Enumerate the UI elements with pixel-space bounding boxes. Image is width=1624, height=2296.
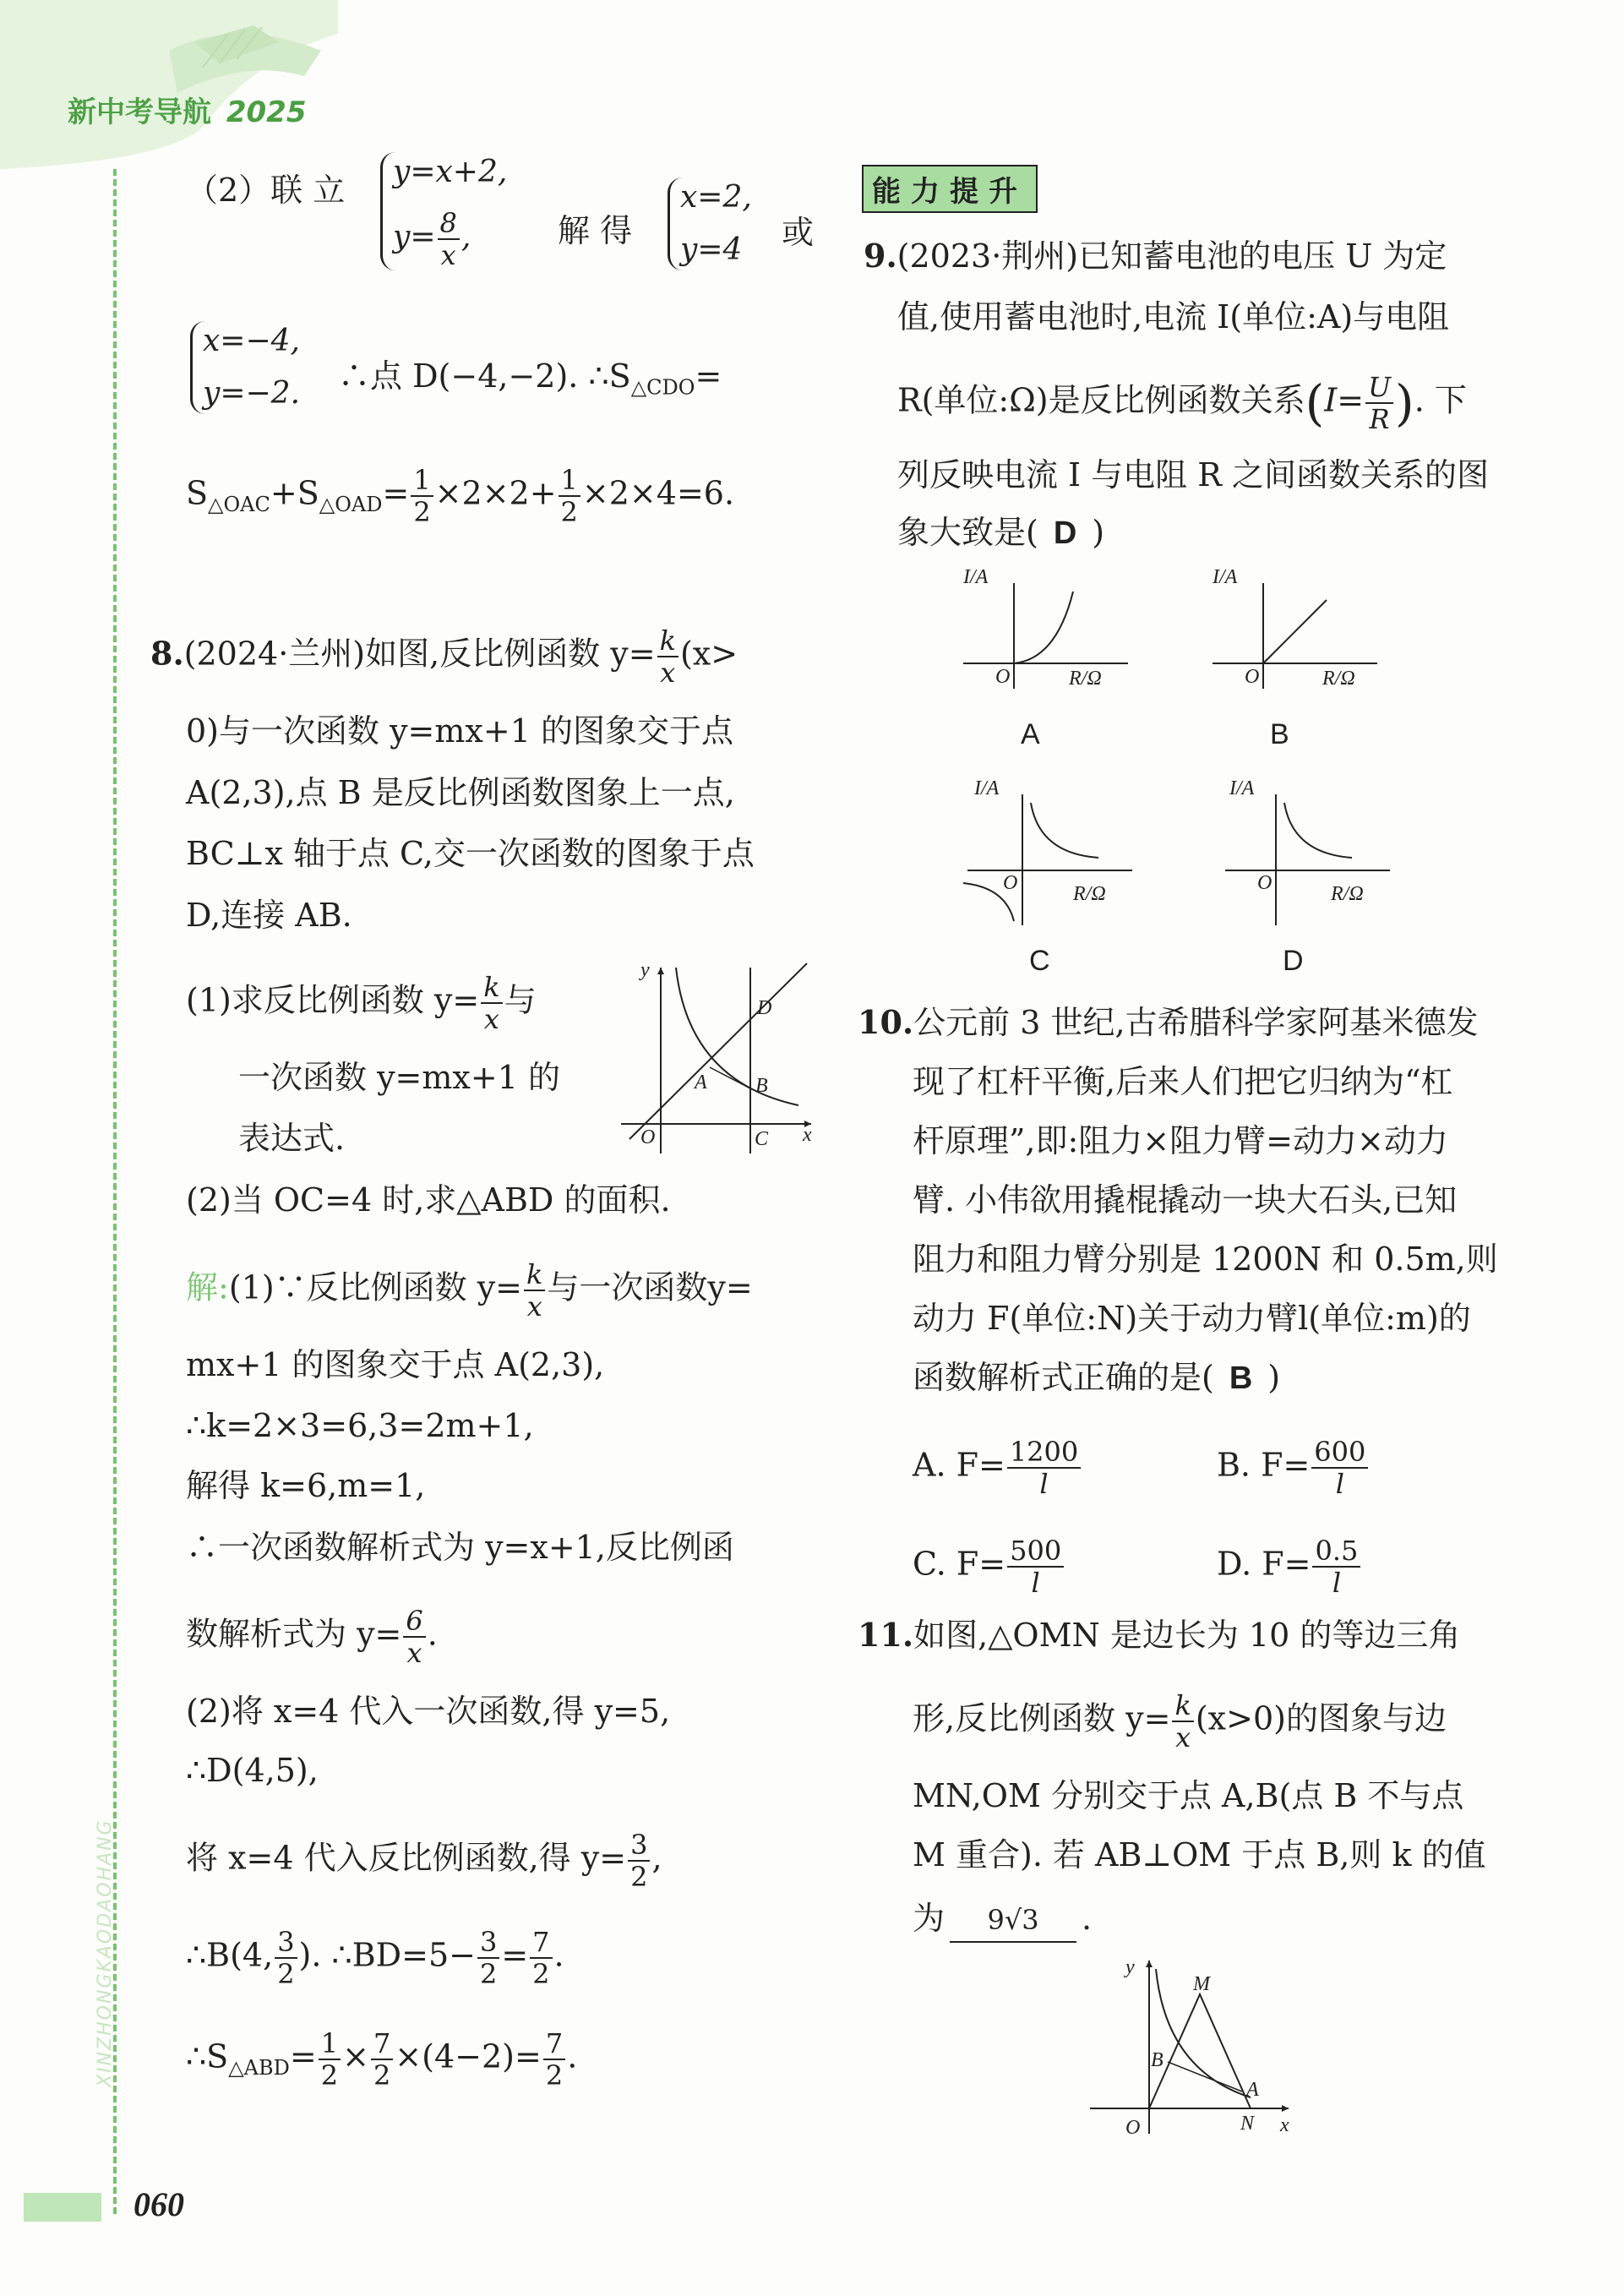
q8-line4: BC⊥x 轴于点 C,交一次函数的图象于点 [186, 835, 755, 872]
q9a-xlabel: R/Ω [1069, 668, 1102, 690]
q9-graph-a [955, 566, 1149, 761]
q7-p2-lead: （2）联 立 [186, 172, 346, 209]
q9d-origin: O [1257, 872, 1272, 894]
q9-line2: 值,使用蓄电池时,电流 I(单位:A)与电阻 [897, 298, 1450, 335]
q8-part1-d: 表达式. [238, 1120, 346, 1157]
q8-fig-b: B [755, 1075, 768, 1097]
header-title [68, 89, 306, 130]
q8-sol-line7: (2)将 x=4 代入一次函数,得 y=5, [186, 1693, 671, 1730]
q8-line3: A(2,3),点 B 是反比例函数图象上一点, [186, 774, 735, 811]
q8-sol-line11: $\therefore S_{\triangle ABD}=$ $\frac{1}{2}$ × $\frac{7}{2}$ ×(4−2)= $\frac{7}{2}$ . [186, 2027, 578, 2091]
q8-line5: D,连接 AB. [186, 897, 352, 934]
q9-line3: R(单位:Ω)是反比例函数关系(I= $\frac{U}{R}$ ). 下 [897, 371, 1467, 435]
q7-system-1 [380, 152, 507, 270]
section-label: 能力提升 [862, 165, 1038, 213]
q8-sol-line2: mx+1 的图象交于点 A(2,3), [186, 1346, 605, 1383]
q8-fig-a: A [695, 1072, 707, 1093]
q10-number: 10. [858, 1003, 914, 1041]
q9-option-a: A [1021, 718, 1040, 750]
q8-figure [617, 955, 820, 1158]
q11-fig-a: A [1246, 2079, 1259, 2101]
q10-line6: 动力 F(单位:N)关于动力臂l(单位:m)的 [913, 1300, 1471, 1337]
q10-line4: 臂. 小伟欲用撬棍撬动一块大石头,已知 [913, 1181, 1458, 1219]
q7-solve: 解 得 [558, 212, 633, 249]
q11-fig-o: O [1125, 2117, 1141, 2139]
q7-point-d: ∴点 D(−4,−2). $\therefore S_{\triangle CDO}=$ [338, 357, 722, 400]
page-number: 060 [134, 2185, 184, 2223]
q9c-xlabel: R/Ω [1073, 883, 1106, 905]
q8-sol-line3: ∴k=2×3=6,3=2m+1, [186, 1407, 534, 1444]
q8-sol-line5: ∴一次函数解析式为 y=x+1,反比例函 [186, 1529, 734, 1566]
q8-line2: 0)与一次函数 y=mx+1 的图象交于点 [186, 712, 733, 750]
q9-line1: 9.(2023·荆州)已知蓄电池的电压 U 为定 [864, 237, 1447, 275]
q11-number: 11. [858, 1616, 914, 1654]
q7-solution-2 [190, 321, 300, 414]
q8-sol-line10: ∴B(4, $\frac{3}{2}$ ). ∴BD=5− $\frac{3}{2}$ = $\frac{7}{2}$ . [186, 1926, 564, 1990]
header-title-text: 新中考导航 [68, 95, 211, 129]
header-decoration [0, 0, 338, 169]
page-number-bar [24, 2193, 101, 2222]
q9b-xlabel: R/Ω [1322, 668, 1355, 690]
q9d-xlabel: R/Ω [1331, 883, 1364, 905]
q9-graph-b [1204, 566, 1398, 761]
q9-option-c: C [1029, 945, 1050, 977]
q10-option-b: B. F= $\frac{600}{l}$ [1217, 1437, 1370, 1499]
q8-sol-line8: ∴D(4,5), [186, 1752, 319, 1789]
q9-option-d: D [1283, 945, 1304, 977]
header-year: 2025 [226, 95, 307, 129]
q8-fig-o: O [640, 1126, 656, 1148]
q11-line2: 形,反比例函数 y= $\frac{k}{x}$ (x>0)的图象与边 [913, 1689, 1447, 1753]
q11-fig-n: N [1240, 2113, 1255, 2135]
q11-figure [1082, 1952, 1301, 2146]
q11-fig-x: x [1280, 2114, 1289, 2136]
q8-number: 8. [150, 634, 184, 673]
q8-fig-c: C [755, 1128, 769, 1150]
q9-graph-d [1217, 777, 1411, 989]
q10-line5: 阻力和阻力臂分别是 1200N 和 0.5m,则 [913, 1241, 1498, 1278]
q8-part1-a: (1)求反比例函数 y= $\frac{k}{x}$ 与 [186, 971, 537, 1035]
q9c-ylabel: I/A [974, 777, 1000, 799]
q7-area: $S_{\triangle OAC}+S_{\triangle OAD}=$ $\frac{1}{2}$ ×2×2+ $\frac{1}{2}$ ×2×4=6. [186, 464, 735, 528]
q9-line4: 列反映电流 I 与电阻 R 之间函数关系的图 [897, 456, 1489, 494]
q8-sol-line4: 解得 k=6,m=1, [186, 1467, 426, 1504]
q7-sol2-line1: x=−4, [203, 324, 300, 358]
q10-answer: B [1229, 1361, 1253, 1396]
q10-option-a: A. F= $\frac{1200}{l}$ [913, 1437, 1082, 1499]
q10-option-d: D. F= $\frac{0.5}{l}$ [1217, 1535, 1362, 1598]
q8-fig-x: x [803, 1124, 812, 1146]
q8-line1: 8.(2024·兰州)如图,反比例函数 y= $\frac{k}{x}$ (x> [150, 624, 738, 689]
q7-sys1-line2: y= $\frac{8}{x}$ , [393, 207, 471, 271]
q8-fig-d: D [757, 997, 772, 1019]
q8-sol-line1: 解:(1)∵反比例函数 y= $\frac{k}{x}$ 与一次函数y= [186, 1258, 753, 1323]
q11-answer: 9√3 [950, 1899, 1076, 1943]
q10-line7: 函数解析式正确的是( B ) [913, 1359, 1281, 1396]
q11-line5: 为 9√3 . [913, 1897, 1092, 1943]
q7-or: 或 [782, 214, 815, 251]
q11-fig-b: B [1151, 2049, 1164, 2071]
q8-part1-c: 一次函数 y=mx+1 的 [238, 1059, 560, 1096]
q9c-origin: O [1003, 872, 1018, 894]
q9a-ylabel: I/A [963, 566, 989, 588]
q11-fig-y: y [1125, 1956, 1135, 1978]
q7-sol2-line2: y=−2. [203, 376, 301, 411]
q9-graph-c [959, 777, 1153, 989]
q9-line5: 象大致是( D ) [897, 514, 1105, 551]
q11-line1: 11.如图,△OMN 是边长为 10 的等边三角 [858, 1616, 1461, 1654]
q7-sys1-line1: y=x+2, [393, 155, 508, 189]
q9b-origin: O [1245, 666, 1260, 688]
q8-part2: (2)当 OC=4 时,求△ABD 的面积. [186, 1181, 671, 1219]
q9a-origin: O [995, 666, 1011, 688]
q10-line3: 杆原理”,即:阻力×阻力臂=动力×动力 [913, 1122, 1448, 1159]
q9b-ylabel: I/A [1213, 566, 1238, 588]
q8-sol-line6: 数解析式为 y= $\frac{6}{x}$ . [186, 1605, 438, 1669]
q7-sol1-line2: y=4 [680, 232, 743, 267]
q10-option-c: C. F= $\frac{500}{l}$ [913, 1535, 1065, 1598]
q7-system-line [186, 169, 345, 211]
q9-answer: D [1053, 515, 1077, 551]
q8-sol-line9: 将 x=4 代入反比例函数,得 y= $\frac{3}{2}$ , [186, 1829, 662, 1893]
side-watermark: XINZHONGKAODAOHANG [95, 1819, 116, 2087]
q9d-ylabel: I/A [1229, 777, 1255, 799]
q8-fig-y: y [640, 959, 650, 981]
q7-solution-1 [668, 177, 752, 270]
q11-line4: M 重合). 若 AB⊥OM 于点 B,则 k 的值 [913, 1836, 1486, 1873]
q11-fig-m: M [1193, 1973, 1210, 1995]
q11-line3: MN,OM 分别交于点 A,B(点 B 不与点 [913, 1777, 1464, 1814]
solution-label: 解: [186, 1268, 229, 1306]
q10-line2: 现了杠杆平衡,后来人们把它归纳为“杠 [913, 1063, 1453, 1100]
q7-sol1-line1: x=2, [680, 180, 752, 215]
q9-number: 9. [864, 237, 897, 275]
q9-option-b: B [1270, 718, 1289, 750]
q10-line1: 10.公元前 3 世纪,古希腊科学家阿基米德发 [858, 1003, 1479, 1041]
